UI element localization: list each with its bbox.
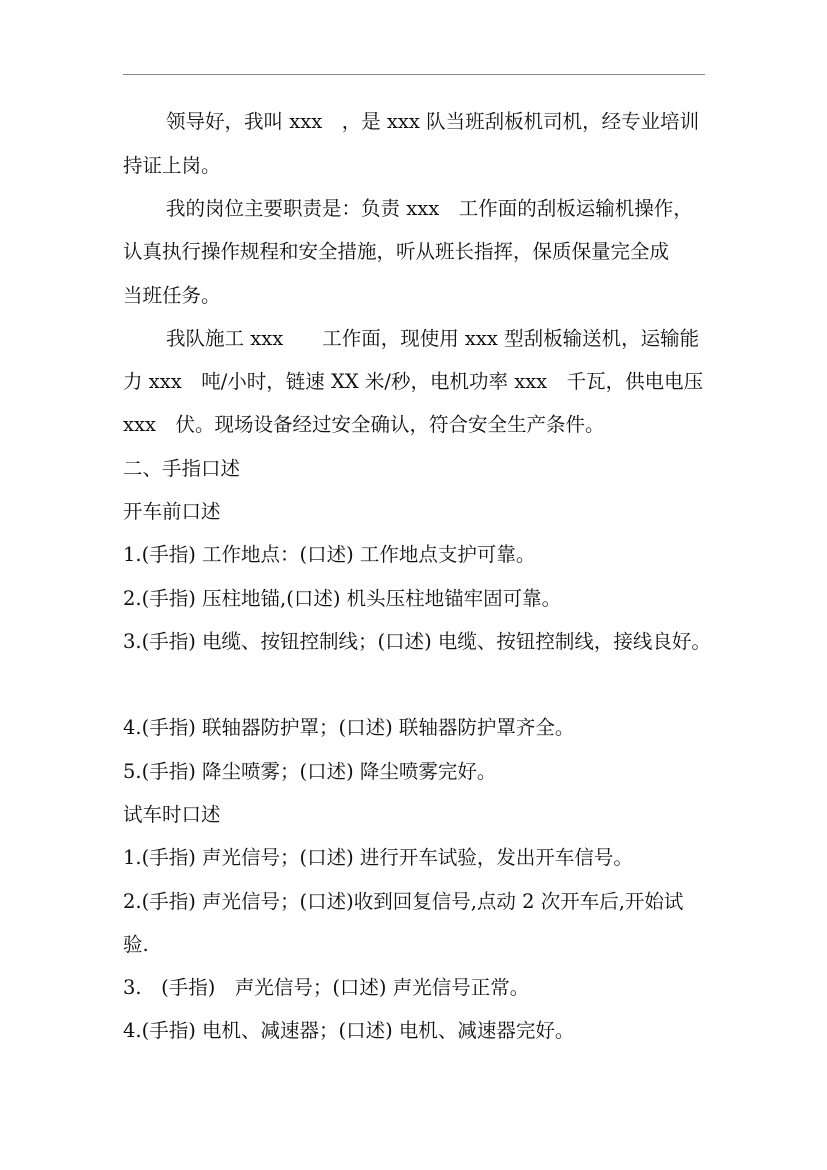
- intro-paragraph-3-line-1: 我队施工 xxx 工作面，现使用 xxx 型刮板输送机，运输能: [166, 327, 700, 350]
- intro-paragraph-1-line-2: 持证上岗。: [123, 154, 221, 177]
- trial-run-item-4: 4.(手指) 电机、减速器；(口述) 电机、减速器完好。: [123, 1019, 575, 1042]
- before-start-item-1: 1.(手指) 工作地点：(口述) 工作地点支护可靠。: [123, 543, 536, 566]
- before-start-item-3: 3.(手指) 电缆、按钮控制线；(口述) 电缆、按钮控制线，接线良好。: [123, 630, 711, 653]
- trial-run-item-2-line-1: 2.(手指) 声光信号；(口述)收到回复信号,点动 2 次开车后,开始试: [123, 890, 684, 913]
- intro-paragraph-2-line-1: 我的岗位主要职责是：负责 xxx 工作面的刮板运输机操作，: [166, 197, 693, 220]
- before-start-item-4: 4.(手指) 联轴器防护罩；(口述) 联轴器防护罩齐全。: [123, 716, 575, 739]
- intro-paragraph-1-line-1: 领导好，我叫 xxx ，是 xxx 队当班刮板机司机，经专业培训: [166, 110, 700, 133]
- before-start-item-2: 2.(手指) 压柱地锚,(口述) 机头压柱地锚牢固可靠。: [123, 587, 562, 610]
- trial-run-item-2-line-2: 验.: [123, 933, 149, 956]
- trial-run-item-1: 1.(手指) 声光信号；(口述) 进行开车试验，发出开车信号。: [123, 846, 633, 869]
- intro-paragraph-2-line-3: 当班任务。: [123, 284, 221, 307]
- intro-paragraph-2-line-2: 认真执行操作规程和安全措施，听从班长指挥，保质保量完全成: [123, 240, 670, 263]
- header-rule: [123, 74, 705, 75]
- section-heading: 二、手指口述: [123, 457, 241, 480]
- trial-run-heading: 试车时口述: [123, 803, 221, 826]
- before-start-heading: 开车前口述: [123, 500, 221, 523]
- intro-paragraph-3-line-3: xxx 伏。现场设备经过安全确认，符合安全生产条件。: [123, 413, 605, 436]
- trial-run-item-3: 3. (手指) 声光信号；(口述) 声光信号正常。: [123, 976, 530, 999]
- before-start-item-5: 5.(手指) 降尘喷雾；(口述) 降尘喷雾完好。: [123, 760, 497, 783]
- intro-paragraph-3-line-2: 力 xxx 吨/小时，链速 XX 米/秒，电机功率 xxx 千瓦，供电电压: [123, 370, 704, 393]
